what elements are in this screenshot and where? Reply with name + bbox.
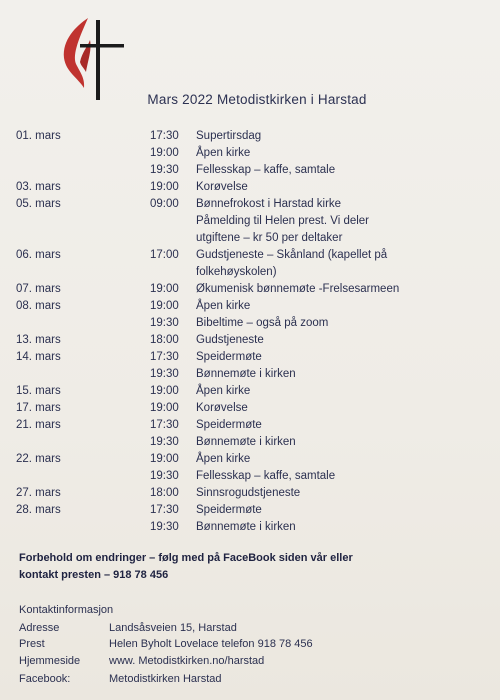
event-time: 19:30 — [150, 317, 179, 329]
event-time: 17:30 — [150, 419, 179, 431]
event-date: 08. mars — [16, 300, 61, 312]
contact-row-website — [19, 655, 489, 671]
contact-heading: Kontaktinformasjon — [19, 604, 114, 616]
notice-line-1: Forbehold om endringer – følg med på FaceBook siden vår eller — [19, 552, 353, 564]
event-time: 19:30 — [150, 368, 179, 380]
contact-label: Adresse — [19, 622, 60, 634]
event-date: 15. mars — [16, 385, 61, 397]
cross-flame-icon — [58, 14, 128, 104]
event-time: 19:00 — [150, 147, 179, 159]
event-date: 27. mars — [16, 487, 61, 499]
event-time: 18:00 — [150, 334, 179, 346]
event-date: 14. mars — [16, 351, 61, 363]
event-title: Speidermøte — [196, 351, 262, 363]
event-title: Åpen kirke — [196, 300, 251, 312]
event-title: Åpen kirke — [196, 385, 251, 397]
notice — [19, 550, 489, 584]
event-date: 07. mars — [16, 283, 61, 295]
event-title: Bønnefrokost i Harstad kirke — [196, 198, 342, 210]
event-time: 18:00 — [150, 487, 179, 499]
event-title: Korøvelse — [196, 181, 248, 193]
event-date: 06. mars — [16, 249, 61, 261]
contact-value: Helen Byholt Lovelace telefon 918 78 456 — [109, 638, 313, 650]
event-time: 17:30 — [150, 351, 179, 363]
event-time: 19:00 — [150, 453, 179, 465]
contact-value: Metodistkirken Harstad — [109, 673, 222, 685]
event-date: 28. mars — [16, 504, 61, 516]
event-title: Bønnemøte i kirken — [196, 436, 296, 448]
event-title: utgiftene – kr 50 per deltaker — [196, 232, 343, 244]
event-date: 21. mars — [16, 419, 61, 431]
event-title: Påmelding til Helen prest. Vi deler — [196, 215, 370, 227]
event-title: Fellesskap – kaffe, samtale — [196, 164, 336, 176]
event-date: 13. mars — [16, 334, 61, 346]
event-time: 19:00 — [150, 385, 179, 397]
contact-label: Facebook: — [19, 673, 71, 685]
contact-label: Prest — [19, 638, 45, 650]
event-time: 19:30 — [150, 521, 179, 533]
event-date: 22. mars — [16, 453, 61, 465]
event-date: 03. mars — [16, 181, 61, 193]
event-title: Gudstjeneste – Skånland (kapellet på — [196, 249, 388, 261]
contact-label: Hjemmeside — [19, 655, 81, 667]
event-time: 17:00 — [150, 249, 179, 261]
event-time: 09:00 — [150, 198, 179, 210]
event-title: Sinnsrogudstjeneste — [196, 487, 301, 499]
event-title: Gudstjeneste — [196, 334, 264, 346]
contact-row-facebook — [19, 673, 489, 689]
event-title: Speidermøte — [196, 504, 262, 516]
event-title: folkehøyskolen) — [196, 266, 277, 278]
event-time: 19:30 — [150, 164, 179, 176]
event-time: 19:00 — [150, 283, 179, 295]
event-title: Bibeltime – også på zoom — [196, 317, 329, 329]
page-title: Mars 2022 Metodistkirken i Harstad — [147, 92, 367, 107]
event-title: Økumenisk bønnemøte -Frelsesarmeen — [196, 283, 400, 295]
event-title: Bønnemøte i kirken — [196, 368, 296, 380]
contact-value: www. Metodistkirken.no/harstad — [109, 655, 265, 667]
event-time: 17:30 — [150, 504, 179, 516]
event-date: 05. mars — [16, 198, 61, 210]
event-title: Åpen kirke — [196, 147, 251, 159]
event-title: Supertirsdag — [196, 130, 262, 142]
event-title: Åpen kirke — [196, 453, 251, 465]
event-title: Fellesskap – kaffe, samtale — [196, 470, 336, 482]
contact-row-priest — [19, 638, 489, 654]
contact-value: Landsåsveien 15, Harstad — [109, 622, 237, 634]
event-time: 19:00 — [150, 181, 179, 193]
event-time: 19:30 — [150, 436, 179, 448]
notice-line-2: kontakt presten – 918 78 456 — [19, 569, 169, 581]
event-time: 19:00 — [150, 300, 179, 312]
event-date: 01. mars — [16, 130, 61, 142]
cross-flame-logo — [58, 14, 128, 104]
event-title: Bønnemøte i kirken — [196, 521, 296, 533]
event-title: Korøvelse — [196, 402, 248, 414]
event-title: Speidermøte — [196, 419, 262, 431]
event-time: 19:30 — [150, 470, 179, 482]
contact-row-address — [19, 622, 489, 638]
event-time: 19:00 — [150, 402, 179, 414]
event-date: 17. mars — [16, 402, 61, 414]
event-time: 17:30 — [150, 130, 179, 142]
